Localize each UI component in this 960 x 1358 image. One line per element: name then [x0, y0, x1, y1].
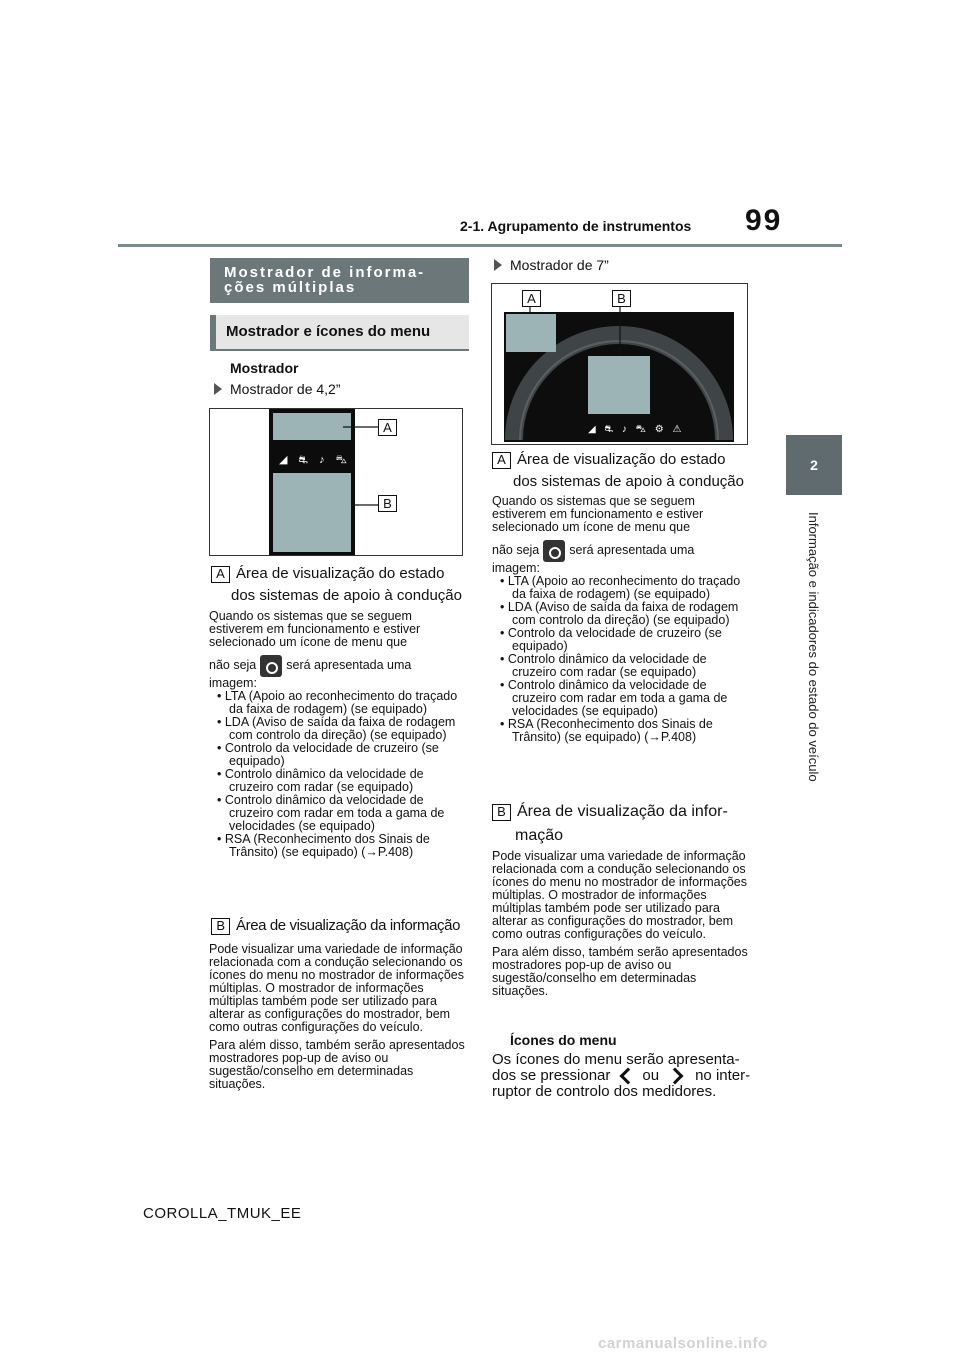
- callout-b-label: B: [211, 918, 230, 935]
- list-item: • RSA (Reconhecimento dos Sinais de Trânsito) (se equipado) (→P.408): [492, 718, 750, 744]
- list-item: • LTA (Apoio ao reconhecimento do traçado da faixa de rodagem) (se equipado): [209, 690, 467, 716]
- list-item: • Controlo dinâmico da velocidade de cruzeiro com radar (se equipado): [492, 653, 750, 679]
- driving-assist-icon: [260, 655, 282, 677]
- item-b-body: Pode visualizar uma variedade de informação relacionada com a condução selecionando os ícones do menu no mostrador de informações múltiplas. O mostrador de informações múltiplas também pode ser utilizado para alterar as configurações do mostrador, bem como outras configurações do veículo. Para além disso, também serão apresentados mostradores pop-up de aviso ou sugestão/conselho em determinadas situações.: [209, 942, 465, 1091]
- menu-icons-heading: Ícones do menu: [510, 1032, 617, 1048]
- figure-display-4-2: [209, 408, 463, 556]
- leader-lines: [210, 409, 464, 557]
- chevron-left-icon: [620, 1068, 637, 1085]
- callout-b: B: [612, 290, 631, 307]
- item-a-body: Quando os sistemas que se seguem estiverem em funcionamento e estiver selecionado um ícone de menu que não seja será apresentada uma imagem: • LTA (Apoio ao reconhecimento do traçado da faixa de rodagem) (se equipado) • LDA (Aviso de saída da faixa de rodagem com controlo da direção) (se equipado) • Controlo da velocidade de cruzeiro (se equipado) • Controlo dinâmico da velocidade de cruzeiro com radar (se equipado) • Controlo dinâmico da velocidade de cruzeiro com radar em toda a gama de velocidades (se equipado) • RSA (Reconhecimento dos Sinais de Trânsito) (se equipado) (→P.408): [492, 495, 750, 744]
- callout-a: A: [378, 419, 397, 436]
- triangle-bullet-icon: [494, 259, 502, 271]
- menu-icons-row: ◢ ⛐ ♪ ⛍ ⚙ ⚠: [588, 424, 685, 435]
- chapter-tab: 2: [786, 435, 842, 495]
- driving-assist-icon: [543, 540, 565, 562]
- callout-b: B: [378, 495, 397, 512]
- list-item: • Controlo dinâmico da velocidade de cruzeiro com radar em toda a gama de velocidades (se equipado): [492, 679, 750, 718]
- item-b-title: B Área de visualização da informação: [211, 915, 473, 937]
- intro-with-icon: não seja será apresentada uma: [209, 654, 467, 677]
- item-a-body: Quando os sistemas que se seguem estiverem em funcionamento e estiver selecionado um ícone de menu que não seja será apresentada uma imagem: • LTA (Apoio ao reconhecimento do traçado da faixa de rodagem) (se equipado) • LDA (Aviso de saída da faixa de rodagem com controlo da direção) (se equipado) • Controlo da velocidade de cruzeiro (se equipado) • Controlo dinâmico da velocidade de cruzeiro com radar (se equipado) • Controlo dinâmico da velocidade de cruzeiro com radar em toda a gama de velocidades (se equipado) • RSA (Reconhecimento dos Sinais de Trânsito) (se equipado) (→P.408): [209, 610, 467, 859]
- list-item: • Controlo dinâmico da velocidade de cruzeiro com radar (se equipado): [209, 768, 467, 794]
- bullet-display-7: Mostrador de 7”: [494, 257, 609, 273]
- document-code: COROLLA_TMUK_EE: [143, 1205, 302, 1222]
- triangle-bullet-icon: [214, 383, 222, 395]
- systems-list: [492, 575, 750, 744]
- menu-icons-text: Os ícones do menu serão apresenta- dos se pressionar ou no inter- ruptor de controlo dos medidores.: [492, 1051, 751, 1100]
- item-b-body: Pode visualizar uma variedade de informação relacionada com a condução selecionando os ícones do menu no mostrador de informações múltiplas. O mostrador de informações múltiplas também pode ser utilizado para alterar as configurações do mostrador, bem como outras configurações do veículo. Para além disso, também serão apresentados mostradores pop-up de aviso ou sugestão/conselho em determinadas situações.: [492, 849, 748, 998]
- chapter-side-title: Informação e indicadores do estado do veículo: [806, 512, 821, 782]
- bullet-display-4-2: Mostrador de 4,2”: [214, 381, 341, 397]
- section-title: Mostrador de informa-ções múltiplas: [210, 258, 469, 303]
- list-item: • Controlo dinâmico da velocidade de cruzeiro com radar em toda a gama de velocidades (se equipado): [209, 794, 467, 833]
- list-item: • Controlo da velocidade de cruzeiro (se equipado): [492, 627, 750, 653]
- menu-icons-row: ◢ ⛐ ♪ ⛍ ⚙ ⚠: [279, 454, 393, 466]
- callout-a-label: A: [492, 452, 511, 469]
- page-number: 99: [745, 204, 783, 237]
- callout-a-label: A: [211, 566, 230, 583]
- item-a-title: A Área de visualização do estado dos sistemas de apoio à condução: [211, 563, 471, 607]
- item-a-title: A Área de visualização do estado dos sistemas de apoio à condução: [492, 449, 756, 493]
- callout-a: A: [522, 290, 541, 307]
- subsection-title: Mostrador e ícones do menu: [210, 315, 469, 351]
- callout-b-label: B: [492, 804, 511, 821]
- list-item: • Controlo da velocidade de cruzeiro (se equipado): [209, 742, 467, 768]
- gauge-display: [492, 284, 749, 446]
- header-rule: [118, 244, 842, 247]
- list-item: • RSA (Reconhecimento dos Sinais de Trânsito) (se equipado) (→P.408): [209, 833, 467, 859]
- figure-display-7: [491, 283, 748, 445]
- chevron-right-icon: [667, 1068, 684, 1085]
- list-item: • LDA (Aviso de saída da faixa de rodagem com controlo da direção) (se equipado): [209, 716, 467, 742]
- intro-with-icon: não seja será apresentada uma: [492, 539, 750, 562]
- watermark: carmanualsonline.info: [598, 1335, 768, 1352]
- list-item: • LTA (Apoio ao reconhecimento do traçado da faixa de rodagem) (se equipado): [492, 575, 750, 601]
- chapter-header-title: 2-1. Agrupamento de instrumentos: [460, 218, 692, 234]
- mostrador-heading: Mostrador: [230, 360, 299, 376]
- systems-list: [209, 690, 467, 859]
- item-b-title: B Área de visualização da infor- mação: [492, 800, 756, 848]
- list-item: • LDA (Aviso de saída da faixa de rodagem com controlo da direção) (se equipado): [492, 601, 750, 627]
